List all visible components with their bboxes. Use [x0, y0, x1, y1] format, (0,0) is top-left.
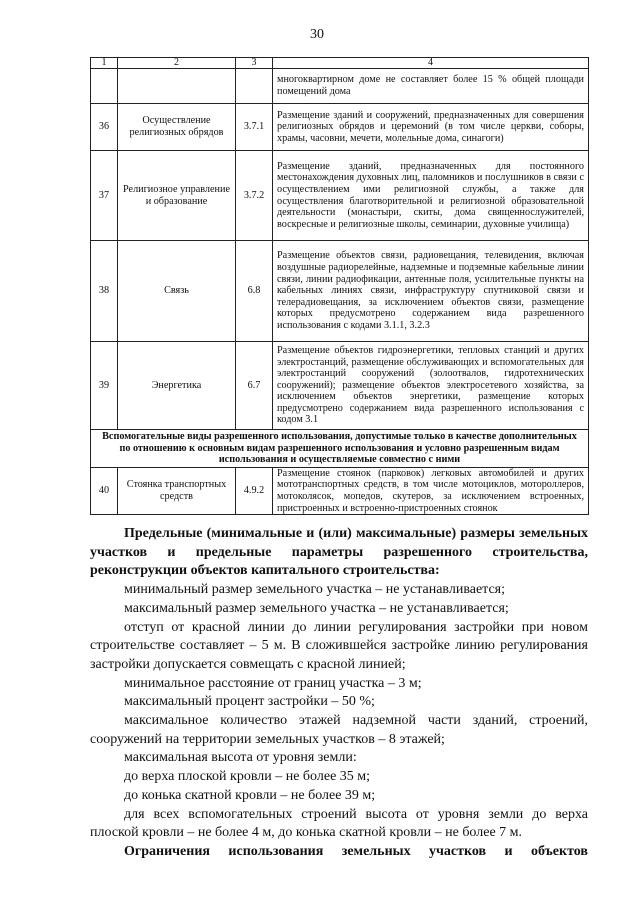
- auxiliary-buildings-height-text: для всех вспомогательных строений высота от уровня земли до верха плоской кровли – не более 4 м, до конька скатной кровли – не более 7 м.: [90, 806, 588, 841]
- use-code: 6.7: [236, 342, 273, 430]
- row-number: 38: [91, 241, 118, 342]
- pitched-roof-height-text: до конька скатной кровли – не более 39 м;: [124, 787, 376, 803]
- flat-roof-height-text: до верха плоской кровли – не более 35 м;: [124, 769, 371, 785]
- red-line-setback-text: отступ от красной линии до линии регулирования застройки при новом строительстве составляет – 5 м. В сложившейся застройке линию регулирования застройки допускается совмещать с красной линией;: [90, 619, 588, 672]
- use-name: Связь: [118, 241, 236, 342]
- use-code: 3.7.2: [236, 151, 273, 241]
- auxiliary-uses-header: Вспомогательные виды разрешенного использования, допустимые только в качестве дополнительных по отношению к основным видам разрешенного использования и условно разрешенным видам использования и осуществляемые совместно с ними: [91, 430, 589, 468]
- table-row: [91, 467, 589, 514]
- header-cell-4: 4: [273, 58, 589, 69]
- use-description: Размещение стоянок (парковок) легковых автомобилей и других мототранспортных средств, в том числе мотоциклов, мотороллеров, мотоколясок, мопедов, скутеров, за исключением встроенных, пристроенных и встроенно-пристроенных стоянок: [273, 467, 589, 514]
- parameters-heading: Предельные (минимальные и (или) максимальные) размеры земельных участков и предельные параметры разрешенного строительства, реконструкции объектов капитального строительства:: [90, 526, 588, 579]
- use-code: 4.9.2: [236, 467, 273, 514]
- table-row: [91, 342, 589, 430]
- use-code: 6.8: [236, 241, 273, 342]
- max-percent-text: максимальный процент застройки – 50 %;: [124, 694, 375, 710]
- table-row: [91, 151, 589, 241]
- use-name: Энергетика: [118, 342, 236, 430]
- use-description: Размещение зданий и сооружений, предназначенных для совершения религиозных обрядов и церемоний (в том числе церкви, соборы, храмы, часовни, мечети, молельные дома, синагоги): [273, 104, 589, 151]
- table-header-row: [91, 58, 589, 69]
- min-distance-text: минимальное расстояние от границ участка – 3 м;: [124, 675, 422, 691]
- table-row: [91, 241, 589, 342]
- continuation-text: многоквартирном доме не составляет более 15 % общей площади помещений дома: [273, 69, 589, 104]
- restrictions-heading: Ограничения использования земельных участков и объектов: [124, 843, 588, 859]
- row-number: 39: [91, 342, 118, 430]
- page-number: 30: [310, 27, 324, 42]
- max-floors-text: максимальное количество этажей надземной части зданий, строений, сооружений на территории земельных участков – 8 этажей;: [90, 713, 588, 747]
- table-row: [91, 104, 589, 151]
- row-number: 36: [91, 104, 118, 151]
- auxiliary-uses-header-row: [91, 430, 589, 468]
- min-area-text: минимальный размер земельного участка – не устанавливается;: [124, 582, 506, 598]
- use-code: 3.7.1: [236, 104, 273, 151]
- row-number: 37: [91, 151, 118, 241]
- use-description: Размещение зданий, предназначенных для постоянного местонахождения духовных лиц, паломников и послушников в связи с осуществлением ими религиозной службы, а также для осуществления благотворительной и религиозной образовательной деятельности (монастыри, скиты, дома священнослужителей, воскресные и религиозные школы, семинарии, духовные училища): [273, 151, 589, 241]
- header-cell-2: 2: [118, 58, 236, 69]
- use-description: Размещение объектов гидроэнергетики, тепловых станций и других электростанций, размещение обслуживающих и вспомогательных для электростанций сооружений (золоотвалов, гидротехнических сооружений); размещение объектов электросетевого хозяйства, за исключением объектов энергетики, размещение которых предусмотрено содержанием вида разрешенного использования с кодом 3.1: [273, 342, 589, 430]
- use-name: Осуществление религиозных обрядов: [118, 104, 236, 151]
- use-name: Религиозное управление и образование: [118, 151, 236, 241]
- max-area-text: максимальный размер земельного участка – не устанавливается;: [124, 600, 509, 616]
- header-cell-1: 1: [91, 58, 118, 69]
- construction-parameters: [90, 525, 588, 862]
- permitted-use-table: [90, 57, 589, 515]
- use-description: Размещение объектов связи, радиовещания, телевидения, включая воздушные радиорелейные, надземные и подземные кабельные линии связи, линии радиофикации, антенные поля, усилительные пункты на кабельных линиях связи, инфраструктуру спутниковой связи и телерадиовещания, за исключением объектов связи, размещение которых предусмотрено содержанием вида разрешенного использования с кодами 3.1.1, 3.2.3: [273, 241, 589, 342]
- header-cell-3: 3: [236, 58, 273, 69]
- table-row-continuation: [91, 69, 589, 104]
- use-name: Стоянка транспортных средств: [118, 467, 236, 514]
- row-number: 40: [91, 467, 118, 514]
- max-height-label: максимальная высота от уровня земли:: [124, 750, 357, 766]
